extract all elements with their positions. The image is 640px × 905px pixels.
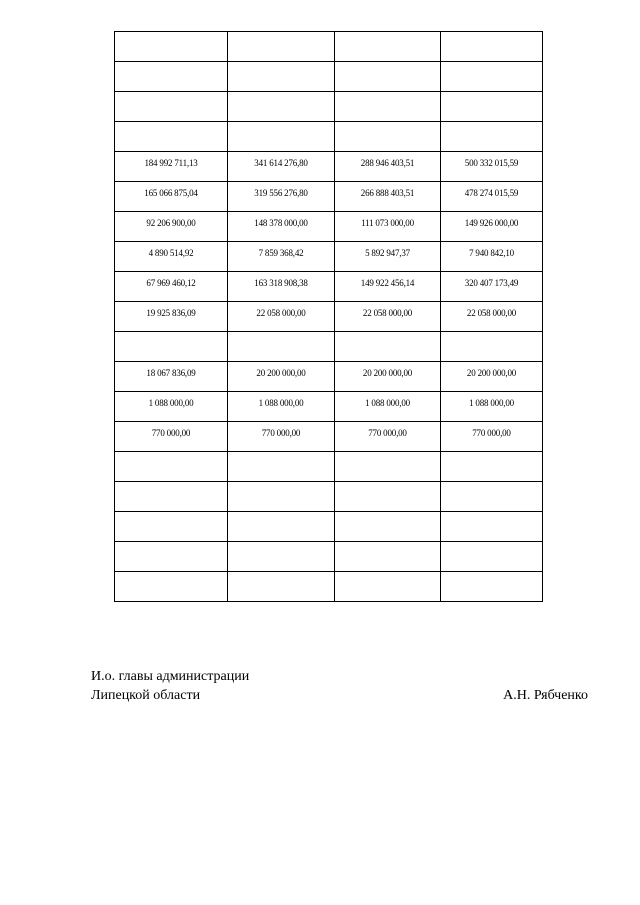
table-cell [441, 242, 543, 272]
budget-table-body [115, 32, 543, 602]
cell-value: 111 073 000,00 [361, 218, 414, 228]
table-cell [335, 62, 441, 92]
table-cell [115, 242, 228, 272]
table-cell [228, 392, 335, 422]
table-cell [228, 152, 335, 182]
table-cell [115, 512, 228, 542]
table-cell [115, 572, 228, 602]
cell-value [335, 62, 440, 69]
cell-value: 266 888 403,51 [360, 188, 415, 198]
table-cell [441, 302, 543, 332]
cell-value [335, 482, 440, 489]
table-cell [115, 32, 228, 62]
table-cell [115, 422, 228, 452]
table-cell [228, 452, 335, 482]
signature-line-1 [91, 667, 588, 686]
table-cell [228, 512, 335, 542]
table-cell [335, 482, 441, 512]
cell-value: 22 058 000,00 [466, 308, 517, 318]
cell-value: 319 556 276,80 [254, 188, 308, 198]
table-cell [228, 572, 335, 602]
table-cell [115, 212, 228, 242]
table-cell [441, 392, 543, 422]
cell-value: 4 890 514,92 [148, 248, 194, 258]
table-cell [335, 122, 441, 152]
table-row [115, 512, 543, 542]
table-cell [441, 272, 543, 302]
cell-value: 500 332 015,59 [464, 158, 519, 168]
cell-value [441, 92, 542, 99]
cell-value [228, 332, 334, 339]
table-row [115, 242, 543, 272]
table-cell [441, 332, 543, 362]
cell-value: 18 067 836,09 [146, 368, 196, 378]
cell-value [335, 32, 440, 39]
table-cell [115, 332, 228, 362]
table-cell [228, 482, 335, 512]
table-cell [441, 32, 543, 62]
cell-value: 1 088 000,00 [258, 398, 304, 408]
cell-value [335, 572, 440, 579]
budget-table-container [114, 31, 543, 602]
table-cell [228, 542, 335, 572]
table-cell [335, 332, 441, 362]
cell-value [115, 122, 227, 129]
cell-value: 5 892 947,37 [365, 248, 410, 258]
table-cell [228, 182, 335, 212]
cell-value [441, 512, 542, 519]
table-cell [335, 392, 441, 422]
table-cell [115, 302, 228, 332]
table-cell [441, 482, 543, 512]
cell-value [441, 122, 542, 129]
cell-value [441, 572, 542, 579]
table-cell [441, 212, 543, 242]
cell-value [228, 482, 334, 489]
cell-value [441, 332, 542, 339]
table-row [115, 92, 543, 122]
table-cell [228, 212, 335, 242]
table-cell [228, 362, 335, 392]
table-cell [441, 122, 543, 152]
table-row [115, 422, 543, 452]
cell-value: 288 946 403,51 [360, 158, 415, 168]
cell-value: 770 000,00 [151, 428, 191, 438]
cell-value: 149 926 000,00 [464, 218, 519, 228]
cell-value [228, 62, 334, 69]
table-cell [441, 182, 543, 212]
cell-value: 163 318 908,38 [254, 278, 308, 288]
cell-value: 1 088 000,00 [365, 398, 410, 408]
cell-value [441, 62, 542, 69]
cell-value: 770 000,00 [472, 428, 511, 438]
cell-value: 20 200 000,00 [362, 368, 413, 378]
table-cell [335, 242, 441, 272]
table-cell [228, 272, 335, 302]
cell-value: 20 200 000,00 [466, 368, 517, 378]
cell-value [115, 572, 227, 579]
table-cell [228, 62, 335, 92]
cell-value [335, 92, 440, 99]
table-cell [115, 362, 228, 392]
table-cell [441, 152, 543, 182]
cell-value: 7 859 368,42 [258, 248, 304, 258]
cell-value: 770 000,00 [261, 428, 301, 438]
cell-value: 92 206 900,00 [146, 218, 196, 228]
cell-value [441, 542, 542, 549]
cell-value [228, 122, 334, 129]
table-cell [115, 62, 228, 92]
table-cell [335, 92, 441, 122]
cell-value [335, 452, 440, 459]
signature-block [91, 667, 588, 705]
table-cell [115, 92, 228, 122]
table-cell [441, 92, 543, 122]
cell-value: 20 200 000,00 [256, 368, 306, 378]
table-cell [115, 542, 228, 572]
table-row [115, 572, 543, 602]
table-row [115, 212, 543, 242]
table-cell [335, 422, 441, 452]
table-cell [335, 212, 441, 242]
cell-value [115, 482, 227, 489]
table-cell [335, 572, 441, 602]
cell-value: 184 992 711,13 [144, 158, 198, 168]
table-cell [441, 572, 543, 602]
cell-value [335, 332, 440, 339]
cell-value: 478 274 015,59 [464, 188, 519, 198]
cell-value [115, 62, 227, 69]
table-cell [115, 152, 228, 182]
table-row [115, 62, 543, 92]
table-cell [441, 542, 543, 572]
cell-value: 770 000,00 [368, 428, 407, 438]
table-cell [335, 302, 441, 332]
table-cell [335, 542, 441, 572]
cell-value: 1 088 000,00 [148, 398, 194, 408]
table-row [115, 332, 543, 362]
signatory-name: А.Н. Рябченко [503, 688, 588, 703]
cell-value: 148 378 000,00 [254, 218, 308, 228]
table-cell [335, 272, 441, 302]
table-cell [115, 182, 228, 212]
table-row [115, 302, 543, 332]
table-row [115, 392, 543, 422]
cell-value [228, 542, 334, 549]
table-cell [441, 452, 543, 482]
table-cell [441, 362, 543, 392]
table-cell [441, 422, 543, 452]
cell-value [115, 512, 227, 519]
signatory-title-line1: И.о. главы администрации [91, 669, 250, 684]
cell-value [115, 452, 227, 459]
cell-value [441, 482, 542, 489]
cell-value [441, 32, 542, 39]
table-cell [335, 512, 441, 542]
cell-value [335, 542, 440, 549]
cell-value: 149 922 456,14 [360, 278, 415, 288]
table-row [115, 122, 543, 152]
cell-value: 320 407 173,49 [464, 278, 519, 288]
cell-value [228, 512, 334, 519]
table-row [115, 482, 543, 512]
table-cell [335, 452, 441, 482]
cell-value [115, 92, 227, 99]
cell-value [115, 32, 227, 39]
table-cell [335, 152, 441, 182]
cell-value: 165 066 875,04 [144, 188, 198, 198]
table-cell [115, 482, 228, 512]
table-cell [115, 122, 228, 152]
cell-value [441, 452, 542, 459]
table-cell [115, 272, 228, 302]
signature-line-2 [91, 686, 588, 705]
table-cell [228, 92, 335, 122]
cell-value: 341 614 276,80 [254, 158, 308, 168]
table-row [115, 32, 543, 62]
cell-value: 22 058 000,00 [256, 308, 306, 318]
table-row [115, 182, 543, 212]
table-cell [441, 512, 543, 542]
table-cell [228, 32, 335, 62]
cell-value: 1 088 000,00 [469, 398, 514, 408]
cell-value [228, 92, 334, 99]
table-row [115, 152, 543, 182]
cell-value [115, 332, 227, 339]
table-row [115, 542, 543, 572]
cell-value: 67 969 460,12 [146, 278, 196, 288]
table-row [115, 452, 543, 482]
table-cell [228, 302, 335, 332]
cell-value [228, 452, 334, 459]
cell-value [335, 122, 440, 129]
table-cell [228, 242, 335, 272]
cell-value: 19 925 836,09 [146, 308, 196, 318]
table-row [115, 362, 543, 392]
cell-value [335, 512, 440, 519]
signatory-title-line2: Липецкой области [91, 688, 201, 703]
cell-value [115, 542, 227, 549]
table-cell [228, 422, 335, 452]
cell-value: 7 940 842,10 [469, 248, 514, 258]
table-cell [228, 332, 335, 362]
table-cell [335, 362, 441, 392]
table-cell [228, 122, 335, 152]
table-cell [115, 392, 228, 422]
budget-table [114, 31, 543, 602]
cell-value [228, 32, 334, 39]
cell-value: 22 058 000,00 [362, 308, 413, 318]
table-cell [115, 452, 228, 482]
table-cell [335, 182, 441, 212]
table-cell [441, 62, 543, 92]
table-row [115, 272, 543, 302]
cell-value [228, 572, 334, 579]
table-cell [335, 32, 441, 62]
